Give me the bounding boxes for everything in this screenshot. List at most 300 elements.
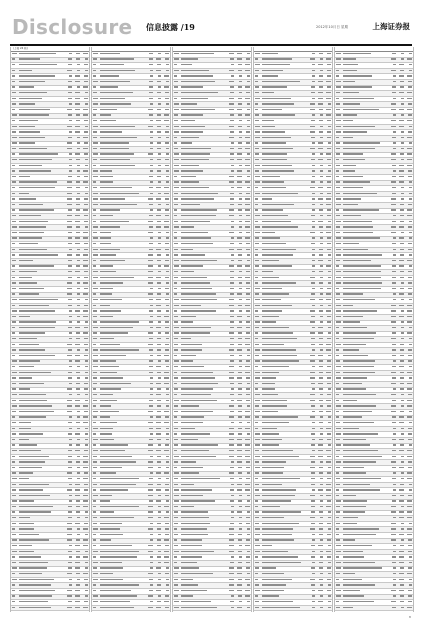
table-cell <box>308 52 316 57</box>
table-cell <box>154 304 162 309</box>
table-cell <box>11 511 19 516</box>
table-cell <box>254 438 262 443</box>
table-cell <box>65 600 73 605</box>
table-cell <box>235 376 243 381</box>
table-cell <box>73 533 81 538</box>
table-cell <box>65 488 73 493</box>
table-cell <box>100 326 146 331</box>
table-cell <box>81 253 89 258</box>
table-cell <box>235 539 243 544</box>
table-cell <box>154 309 162 314</box>
table-cell <box>73 455 81 460</box>
table-cell <box>146 539 154 544</box>
table-cell <box>235 270 243 275</box>
table-cell <box>11 304 19 309</box>
table-cell <box>254 472 262 477</box>
table-cell <box>389 304 397 309</box>
table-cell <box>335 348 343 353</box>
table-cell <box>65 136 73 141</box>
table-cell <box>92 153 100 158</box>
table-cell <box>335 488 343 493</box>
table-cell <box>73 52 81 57</box>
table-cell <box>324 354 332 359</box>
table-cell <box>227 304 235 309</box>
table-cell <box>73 293 81 298</box>
table-cell <box>335 578 343 583</box>
table-cell <box>389 567 397 572</box>
table-cell <box>235 494 243 499</box>
table-cell <box>262 567 308 572</box>
table-cell <box>227 488 235 493</box>
table-cell <box>100 376 146 381</box>
table-cell <box>262 500 308 505</box>
table-cell <box>146 572 154 577</box>
table-cell <box>11 449 19 454</box>
table-cell <box>11 169 19 174</box>
table-cell <box>335 97 343 102</box>
table-cell <box>308 466 316 471</box>
table-cell <box>181 175 227 180</box>
table-cell <box>262 410 308 415</box>
table-cell <box>243 114 251 119</box>
table-cell <box>181 472 227 477</box>
table-cell <box>227 555 235 560</box>
table-cell <box>262 153 308 158</box>
table-cell <box>227 315 235 320</box>
table-cell <box>308 472 316 477</box>
table-cell <box>262 494 308 499</box>
table-cell <box>173 371 181 376</box>
table-cell <box>316 321 324 326</box>
table-cell <box>254 270 262 275</box>
table-cell <box>100 550 146 555</box>
table-cell <box>173 242 181 247</box>
table-cell <box>92 388 100 393</box>
table-cell <box>324 186 332 191</box>
table-cell <box>343 304 389 309</box>
table-cell <box>19 108 65 113</box>
table-cell <box>243 326 251 331</box>
table-cell <box>227 533 235 538</box>
table-cell <box>316 214 324 219</box>
table-cell <box>65 533 73 538</box>
table-cell <box>162 74 170 79</box>
table-cell <box>173 209 181 214</box>
table-cell <box>389 544 397 549</box>
table-cell <box>100 595 146 600</box>
table-cell <box>92 348 100 353</box>
table-cell <box>81 225 89 230</box>
table-cell <box>227 611 235 612</box>
table-cell <box>405 494 413 499</box>
table-cell <box>397 611 405 612</box>
table-cell <box>316 86 324 91</box>
table-cell <box>11 388 19 393</box>
table-cell <box>181 572 227 577</box>
table-cell <box>389 293 397 298</box>
table-cell <box>262 354 308 359</box>
table-cell <box>181 220 227 225</box>
table-cell <box>65 186 73 191</box>
table-cell <box>262 147 308 152</box>
table-cell <box>162 410 170 415</box>
table-cell <box>335 399 343 404</box>
table-cell <box>154 421 162 426</box>
table-cell <box>262 477 308 482</box>
table-cell <box>262 97 308 102</box>
table-cell <box>389 466 397 471</box>
table-cell <box>146 393 154 398</box>
table-cell <box>235 427 243 432</box>
table-cell <box>389 483 397 488</box>
table-cell <box>73 80 81 85</box>
table-cell <box>254 80 262 85</box>
table-cell <box>154 527 162 532</box>
table-cell <box>235 522 243 527</box>
table-cell <box>181 203 227 208</box>
table-cell <box>173 220 181 225</box>
table-cell <box>308 343 316 348</box>
table-cell <box>343 600 389 605</box>
table-cell <box>154 533 162 538</box>
table-cell <box>100 539 146 544</box>
table-cell <box>405 220 413 225</box>
table-cell <box>343 595 389 600</box>
table-cell <box>389 214 397 219</box>
table-cell <box>92 102 100 107</box>
table-cell <box>173 192 181 197</box>
table-cell <box>19 382 65 387</box>
table-cell <box>389 337 397 342</box>
table-cell <box>227 259 235 264</box>
table-cell <box>19 309 65 314</box>
table-cell <box>397 304 405 309</box>
table-cell <box>154 253 162 258</box>
table-cell <box>100 186 146 191</box>
table-cell <box>92 169 100 174</box>
table-cell <box>65 455 73 460</box>
table-cell <box>262 332 308 337</box>
table-cell <box>235 86 243 91</box>
table-cell <box>243 197 251 202</box>
table-cell <box>316 225 324 230</box>
table-cell <box>81 130 89 135</box>
table-cell <box>73 399 81 404</box>
table-cell <box>65 164 73 169</box>
table-cell <box>65 220 73 225</box>
table-cell <box>162 203 170 208</box>
table-cell <box>19 102 65 107</box>
table-cell <box>227 472 235 477</box>
table-cell <box>343 522 389 527</box>
table-cell <box>389 371 397 376</box>
table-cell <box>235 209 243 214</box>
table-cell <box>343 237 389 242</box>
table-cell <box>324 321 332 326</box>
table-cell <box>389 63 397 68</box>
table-cell <box>146 578 154 583</box>
table-cell <box>405 567 413 572</box>
table-cell <box>154 287 162 292</box>
table-cell <box>405 410 413 415</box>
table-cell <box>308 516 316 521</box>
table-cell <box>73 114 81 119</box>
table-cell <box>235 153 243 158</box>
table-cell <box>81 270 89 275</box>
table-cell <box>227 539 235 544</box>
table-cell <box>81 477 89 482</box>
table-column-4 <box>253 47 333 612</box>
table-cell <box>162 544 170 549</box>
table-cell <box>19 225 65 230</box>
table-cell <box>254 281 262 286</box>
table-cell <box>227 483 235 488</box>
table-cell <box>92 455 100 460</box>
table-cell <box>73 321 81 326</box>
table-cell <box>146 337 154 342</box>
table-cell <box>308 527 316 532</box>
table-cell <box>243 494 251 499</box>
table-cell <box>92 438 100 443</box>
table-cell <box>335 416 343 421</box>
table-cell <box>173 455 181 460</box>
table-cell <box>243 74 251 79</box>
table-cell <box>243 561 251 566</box>
table-cell <box>389 388 397 393</box>
table-cell <box>405 270 413 275</box>
table-cell <box>81 298 89 303</box>
table-cell <box>65 102 73 107</box>
table-cell <box>343 354 389 359</box>
table-cell <box>324 259 332 264</box>
table-cell <box>405 169 413 174</box>
table-cell <box>146 488 154 493</box>
table-cell <box>235 225 243 230</box>
table-cell <box>405 86 413 91</box>
table-cell <box>65 388 73 393</box>
table-cell <box>146 220 154 225</box>
table-cell <box>73 86 81 91</box>
table-cell <box>316 360 324 365</box>
table-cell <box>181 589 227 594</box>
table-cell <box>254 611 262 612</box>
table-cell <box>73 544 81 549</box>
table-cell <box>316 444 324 449</box>
table-cell <box>11 404 19 409</box>
table-cell <box>162 309 170 314</box>
table-cell <box>308 416 316 421</box>
table-cell <box>254 494 262 499</box>
table-cell <box>92 63 100 68</box>
table-cell <box>389 444 397 449</box>
table-cell <box>19 197 65 202</box>
table-rows <box>92 52 170 612</box>
table-cell <box>243 472 251 477</box>
table-cell <box>11 595 19 600</box>
table-cell <box>343 91 389 96</box>
table-cell <box>397 281 405 286</box>
table-cell <box>181 158 227 163</box>
table-cell <box>92 315 100 320</box>
table-cell <box>81 309 89 314</box>
table-cell <box>324 102 332 107</box>
table-cell <box>73 276 81 281</box>
table-cell <box>254 225 262 230</box>
table-cell <box>389 500 397 505</box>
table-cell <box>19 477 65 482</box>
table-cell <box>227 388 235 393</box>
table-cell <box>181 555 227 560</box>
table-cell <box>389 472 397 477</box>
table-cell <box>243 460 251 465</box>
table-cell <box>81 175 89 180</box>
table-cell <box>405 550 413 555</box>
table-cell <box>389 348 397 353</box>
table-cell <box>162 270 170 275</box>
table-cell <box>65 209 73 214</box>
table-cell <box>19 231 65 236</box>
table-cell <box>343 348 389 353</box>
table-cell <box>81 460 89 465</box>
table-cell <box>254 444 262 449</box>
table-cell <box>173 321 181 326</box>
table-cell <box>235 550 243 555</box>
table-cell <box>146 253 154 258</box>
table-cell <box>65 69 73 74</box>
table-cell <box>243 220 251 225</box>
table-cell <box>92 522 100 527</box>
table-cell <box>397 494 405 499</box>
table-cell <box>308 444 316 449</box>
table-cell <box>262 237 308 242</box>
table-cell <box>19 192 65 197</box>
table-row <box>254 611 332 612</box>
table-cell <box>162 293 170 298</box>
table-cell <box>100 483 146 488</box>
table-cell <box>100 472 146 477</box>
table-cell <box>343 130 389 135</box>
table-cell <box>154 516 162 521</box>
table-cell <box>308 337 316 342</box>
table-cell <box>405 158 413 163</box>
table-cell <box>308 567 316 572</box>
table-cell <box>11 315 19 320</box>
table-cell <box>11 494 19 499</box>
table-cell <box>389 354 397 359</box>
table-cell <box>181 388 227 393</box>
table-cell <box>100 86 146 91</box>
table-cell <box>405 52 413 57</box>
table-cell <box>181 505 227 510</box>
table-cell <box>389 69 397 74</box>
table-cell <box>181 527 227 532</box>
table-cell <box>100 158 146 163</box>
table-cell <box>316 522 324 527</box>
table-cell <box>92 52 100 57</box>
table-cell <box>316 466 324 471</box>
table-cell <box>181 416 227 421</box>
table-cell <box>343 276 389 281</box>
table-cell <box>243 550 251 555</box>
table-cell <box>81 393 89 398</box>
table-cell <box>235 259 243 264</box>
table-cell <box>11 108 19 113</box>
table-cell <box>146 544 154 549</box>
table-cell <box>173 237 181 242</box>
table-cell <box>162 567 170 572</box>
table-cell <box>65 192 73 197</box>
table-cell <box>308 460 316 465</box>
table-cell <box>173 365 181 370</box>
table-cell <box>173 516 181 521</box>
table-cell <box>235 527 243 532</box>
table-cell <box>162 276 170 281</box>
table-cell <box>181 259 227 264</box>
table-cell <box>405 477 413 482</box>
table-cell <box>235 181 243 186</box>
table-cell <box>173 578 181 583</box>
table-cell <box>324 209 332 214</box>
table-cell <box>100 125 146 130</box>
table-cell <box>316 583 324 588</box>
table-cell <box>308 449 316 454</box>
table-cell <box>243 276 251 281</box>
table-cell <box>308 102 316 107</box>
table-cell <box>324 108 332 113</box>
table-cell <box>181 114 227 119</box>
table-cell <box>308 298 316 303</box>
table-cell <box>227 561 235 566</box>
table-cell <box>243 259 251 264</box>
table-cell <box>235 388 243 393</box>
table-cell <box>262 270 308 275</box>
table-cell <box>146 136 154 141</box>
table-cell <box>262 276 308 281</box>
table-cell <box>73 315 81 320</box>
table-cell <box>343 376 389 381</box>
table-cell <box>81 578 89 583</box>
table-cell <box>254 74 262 79</box>
table-cell <box>324 253 332 258</box>
table-cell <box>146 186 154 191</box>
table-cell <box>92 578 100 583</box>
table-cell <box>100 488 146 493</box>
table-cell <box>405 376 413 381</box>
table-cell <box>162 600 170 605</box>
table-cell <box>262 393 308 398</box>
table-cell <box>181 315 227 320</box>
table-cell <box>243 242 251 247</box>
table-cell <box>389 432 397 437</box>
table-cell <box>262 376 308 381</box>
table-cell <box>65 281 73 286</box>
table-cell <box>397 259 405 264</box>
table-cell <box>154 209 162 214</box>
table-rows <box>335 52 413 612</box>
table-cell <box>243 421 251 426</box>
table-cell <box>81 332 89 337</box>
table-cell <box>173 376 181 381</box>
table-cell <box>11 209 19 214</box>
table-cell <box>324 365 332 370</box>
table-cell <box>73 567 81 572</box>
table-cell <box>335 427 343 432</box>
table-cell <box>235 237 243 242</box>
table-cell <box>308 332 316 337</box>
table-cell <box>92 500 100 505</box>
table-cell <box>11 527 19 532</box>
table-cell <box>335 58 343 63</box>
